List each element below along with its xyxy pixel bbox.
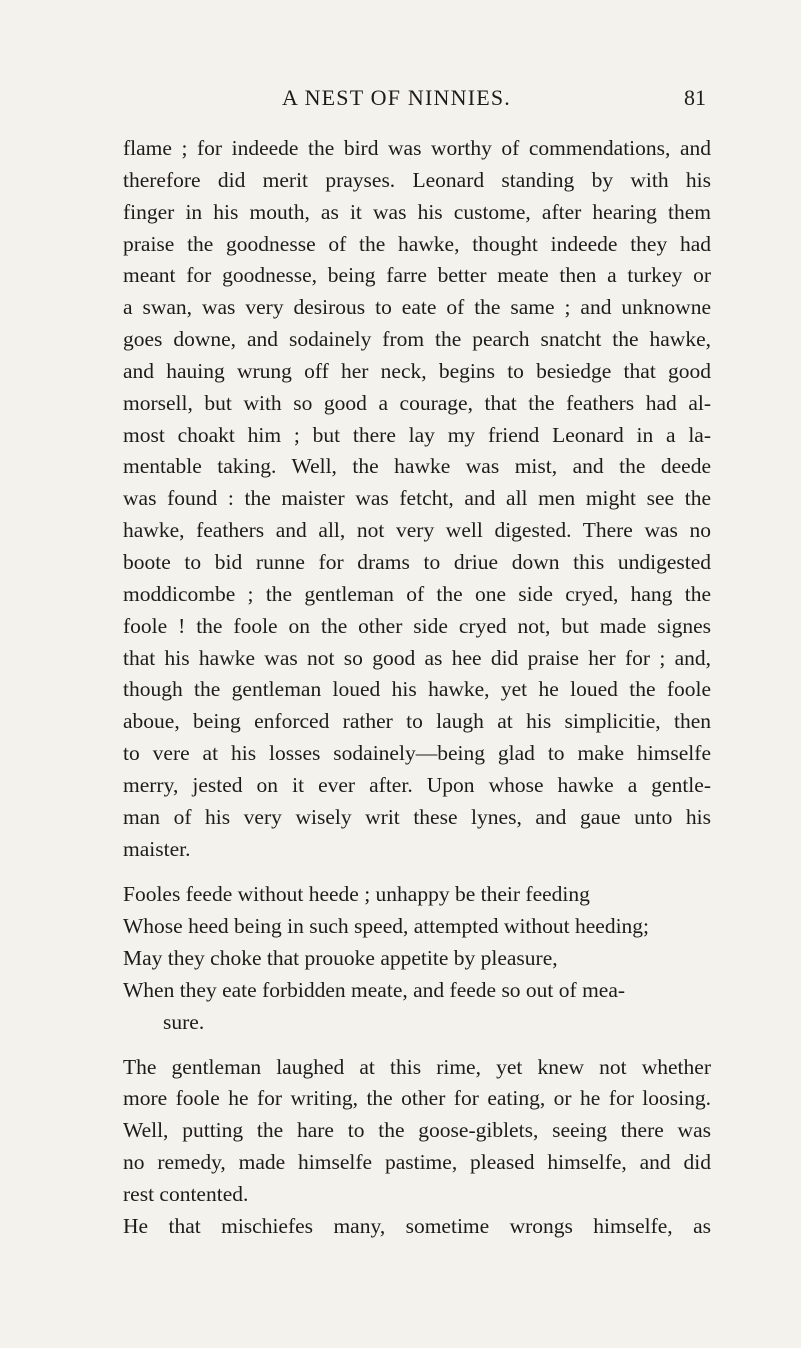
text-line: foole ! the foole on the other side cryed not, but made signes bbox=[123, 613, 711, 638]
verse-line: Fooles feede without heede ; unhappy be their feeding bbox=[123, 882, 590, 907]
text-line: to vere at his losses sodainely—being glad to make himselfe bbox=[123, 741, 711, 766]
text-line: moddicombe ; the gentleman of the one side cryed, hang the bbox=[123, 581, 711, 606]
text-line: aboue, being enforced rather to laugh at his simplicitie, then bbox=[123, 709, 711, 734]
body-text bbox=[123, 133, 711, 1243]
text-line: morsell, but with so good a courage, that the feathers had al- bbox=[123, 390, 711, 415]
prose-paragraph-1 bbox=[123, 133, 711, 865]
text-line: therefore did merit prayses. Leonard standing by with his bbox=[123, 167, 711, 192]
text-line: that his hawke was not so good as hee did praise her for ; and, bbox=[123, 645, 711, 670]
text-line: praise the goodnesse of the hawke, thought indeede they had bbox=[123, 231, 711, 256]
prose-paragraph-2 bbox=[123, 1052, 711, 1243]
text-line: no remedy, made himselfe pastime, pleased himselfe, and did bbox=[123, 1150, 711, 1175]
text-line: boote to bid runne for drams to driue down this undigested bbox=[123, 549, 711, 574]
text-line: merry, jested on it ever after. Upon whose hawke a gentle- bbox=[123, 772, 711, 797]
text-line: though the gentleman loued his hawke, yet he loued the foole bbox=[123, 677, 711, 702]
text-line: rest contented. bbox=[123, 1182, 249, 1206]
verse-line: sure. bbox=[163, 1009, 205, 1034]
running-head bbox=[0, 82, 801, 114]
verse-line: May they choke that prouoke appetite by pleasure, bbox=[123, 946, 558, 971]
text-line: hawke, feathers and all, not very well digested. There was no bbox=[123, 518, 711, 543]
text-line: He that mischiefes many, sometime wrongs himselfe, as bbox=[123, 1213, 711, 1238]
text-line: and hauing wrung off her neck, begins to besiedge that good bbox=[123, 358, 711, 383]
text-line: mentable taking. Well, the hawke was mist, and the deede bbox=[123, 454, 711, 479]
text-line: man of his very wisely writ these lynes, and gaue unto his bbox=[123, 804, 711, 829]
text-line: The gentleman laughed at this rime, yet knew not whether bbox=[123, 1054, 711, 1079]
text-line: goes downe, and sodainely from the pearch snatcht the hawke, bbox=[123, 327, 711, 352]
text-line: finger in his mouth, as it was his custome, after hearing them bbox=[123, 199, 711, 224]
text-line: most choakt him ; but there lay my friend Leonard in a la- bbox=[123, 422, 711, 447]
verse-line: Whose heed being in such speed, attempted without heeding; bbox=[123, 914, 650, 939]
text-line: maister. bbox=[123, 836, 191, 861]
text-line: a swan, was very desirous to eate of the same ; and unknowne bbox=[123, 295, 711, 320]
running-title: A NEST OF NINNIES. bbox=[282, 85, 511, 110]
page-number: 81 bbox=[684, 85, 706, 110]
text-line: more foole he for writing, the other for eating, or he for loosing. bbox=[123, 1086, 711, 1111]
text-line: flame ; for indeede the bird was worthy of commendations, and bbox=[123, 136, 711, 160]
verse-stanza bbox=[123, 879, 711, 1038]
verse-line: When they eate forbidden meate, and feede so out of mea- bbox=[123, 977, 626, 1002]
text-line: was found : the maister was fetcht, and all men might see the bbox=[123, 486, 711, 511]
text-line: meant for goodnesse, being farre better meate then a turkey or bbox=[123, 263, 711, 288]
text-line: Well, putting the hare to the goose-giblets, seeing there was bbox=[123, 1118, 711, 1143]
